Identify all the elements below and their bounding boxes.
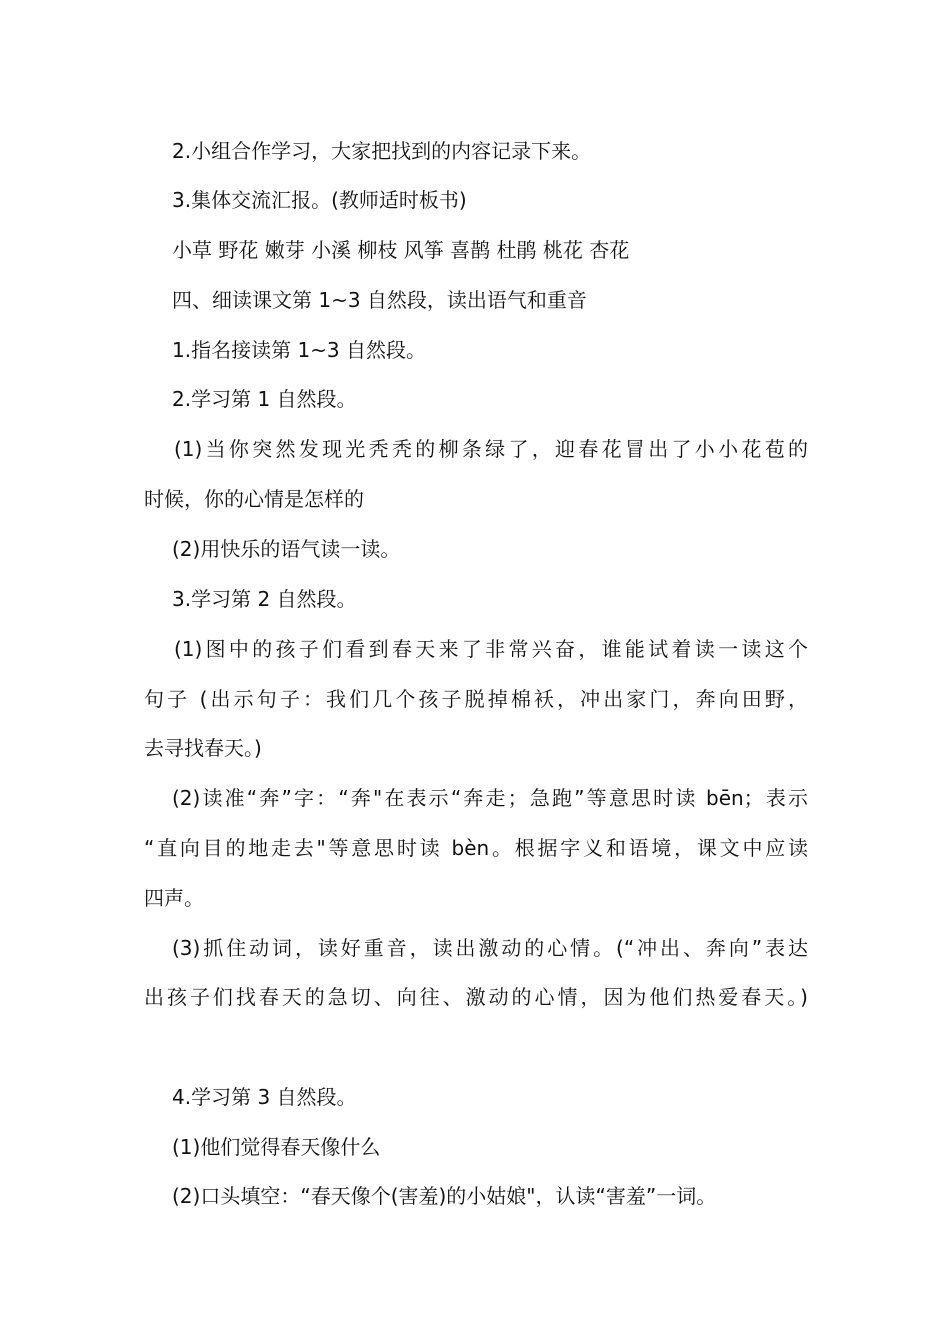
pronunciation-note-cont: “直向目的地走去"等意思时读 bèn。根据字义和语境，课文中应读 xyxy=(144,836,808,860)
item-1-read-paragraphs: 1.指名接读第 1~3 自然段。 xyxy=(172,338,427,362)
section-4-heading: 四、细读课文第 1~3 自然段，读出语气和重音 xyxy=(172,288,587,312)
paragraph-2-sentence: 句子 (出示句子：我们几个孩子脱掉棉袄，冲出家门，奔向田野， xyxy=(144,687,808,711)
paragraph-3-question: (1)他们觉得春天像什么 xyxy=(172,1135,381,1159)
item-3-paragraph-2: 3.学习第 2 自然段。 xyxy=(172,587,357,611)
paragraph-1-question: (1)当你突然发现光秃秃的柳条绿了，迎春花冒出了小小花苞的 xyxy=(174,437,808,461)
verb-emphasis-note: (3)抓住动词，读好重音，读出激动的心情。(“冲出、奔向”表达 xyxy=(172,936,808,960)
paragraph-2-sentence-end: 去寻找春天。) xyxy=(144,736,262,760)
item-4-paragraph-3: 4.学习第 3 自然段。 xyxy=(172,1085,357,1109)
pronunciation-note-end: 四声。 xyxy=(144,886,204,910)
step-2-group-study: 2.小组合作学习，大家把找到的内容记录下来。 xyxy=(172,139,592,163)
board-word-list: 小草 野花 嫩芽 小溪 柳枝 风筝 喜鹊 杜鹃 桃花 杏花 xyxy=(172,238,630,262)
step-3-report: 3.集体交流汇报。(教师适时板书) xyxy=(172,188,467,212)
paragraph-1-question-cont: 时候，你的心情是怎样的 xyxy=(144,487,364,511)
paragraph-1-read-happily: (2)用快乐的语气读一读。 xyxy=(172,537,401,561)
pronunciation-note: (2)读准“奔”字：“奔"在表示“奔走；急跑”等意思时读 bēn；表示 xyxy=(172,786,808,810)
verb-emphasis-note-cont: 出孩子们找春天的急切、向往、激动的心情，因为他们热爱春天。) xyxy=(144,985,808,1009)
paragraph-3-fill-blank: (2)口头填空：“春天像个(害羞)的小姑娘"，认读“害羞”一词。 xyxy=(172,1184,717,1208)
paragraph-2-question: (1)图中的孩子们看到春天来了非常兴奋，谁能试着读一读这个 xyxy=(174,637,808,661)
item-2-paragraph-1: 2.学习第 1 自然段。 xyxy=(172,387,357,411)
